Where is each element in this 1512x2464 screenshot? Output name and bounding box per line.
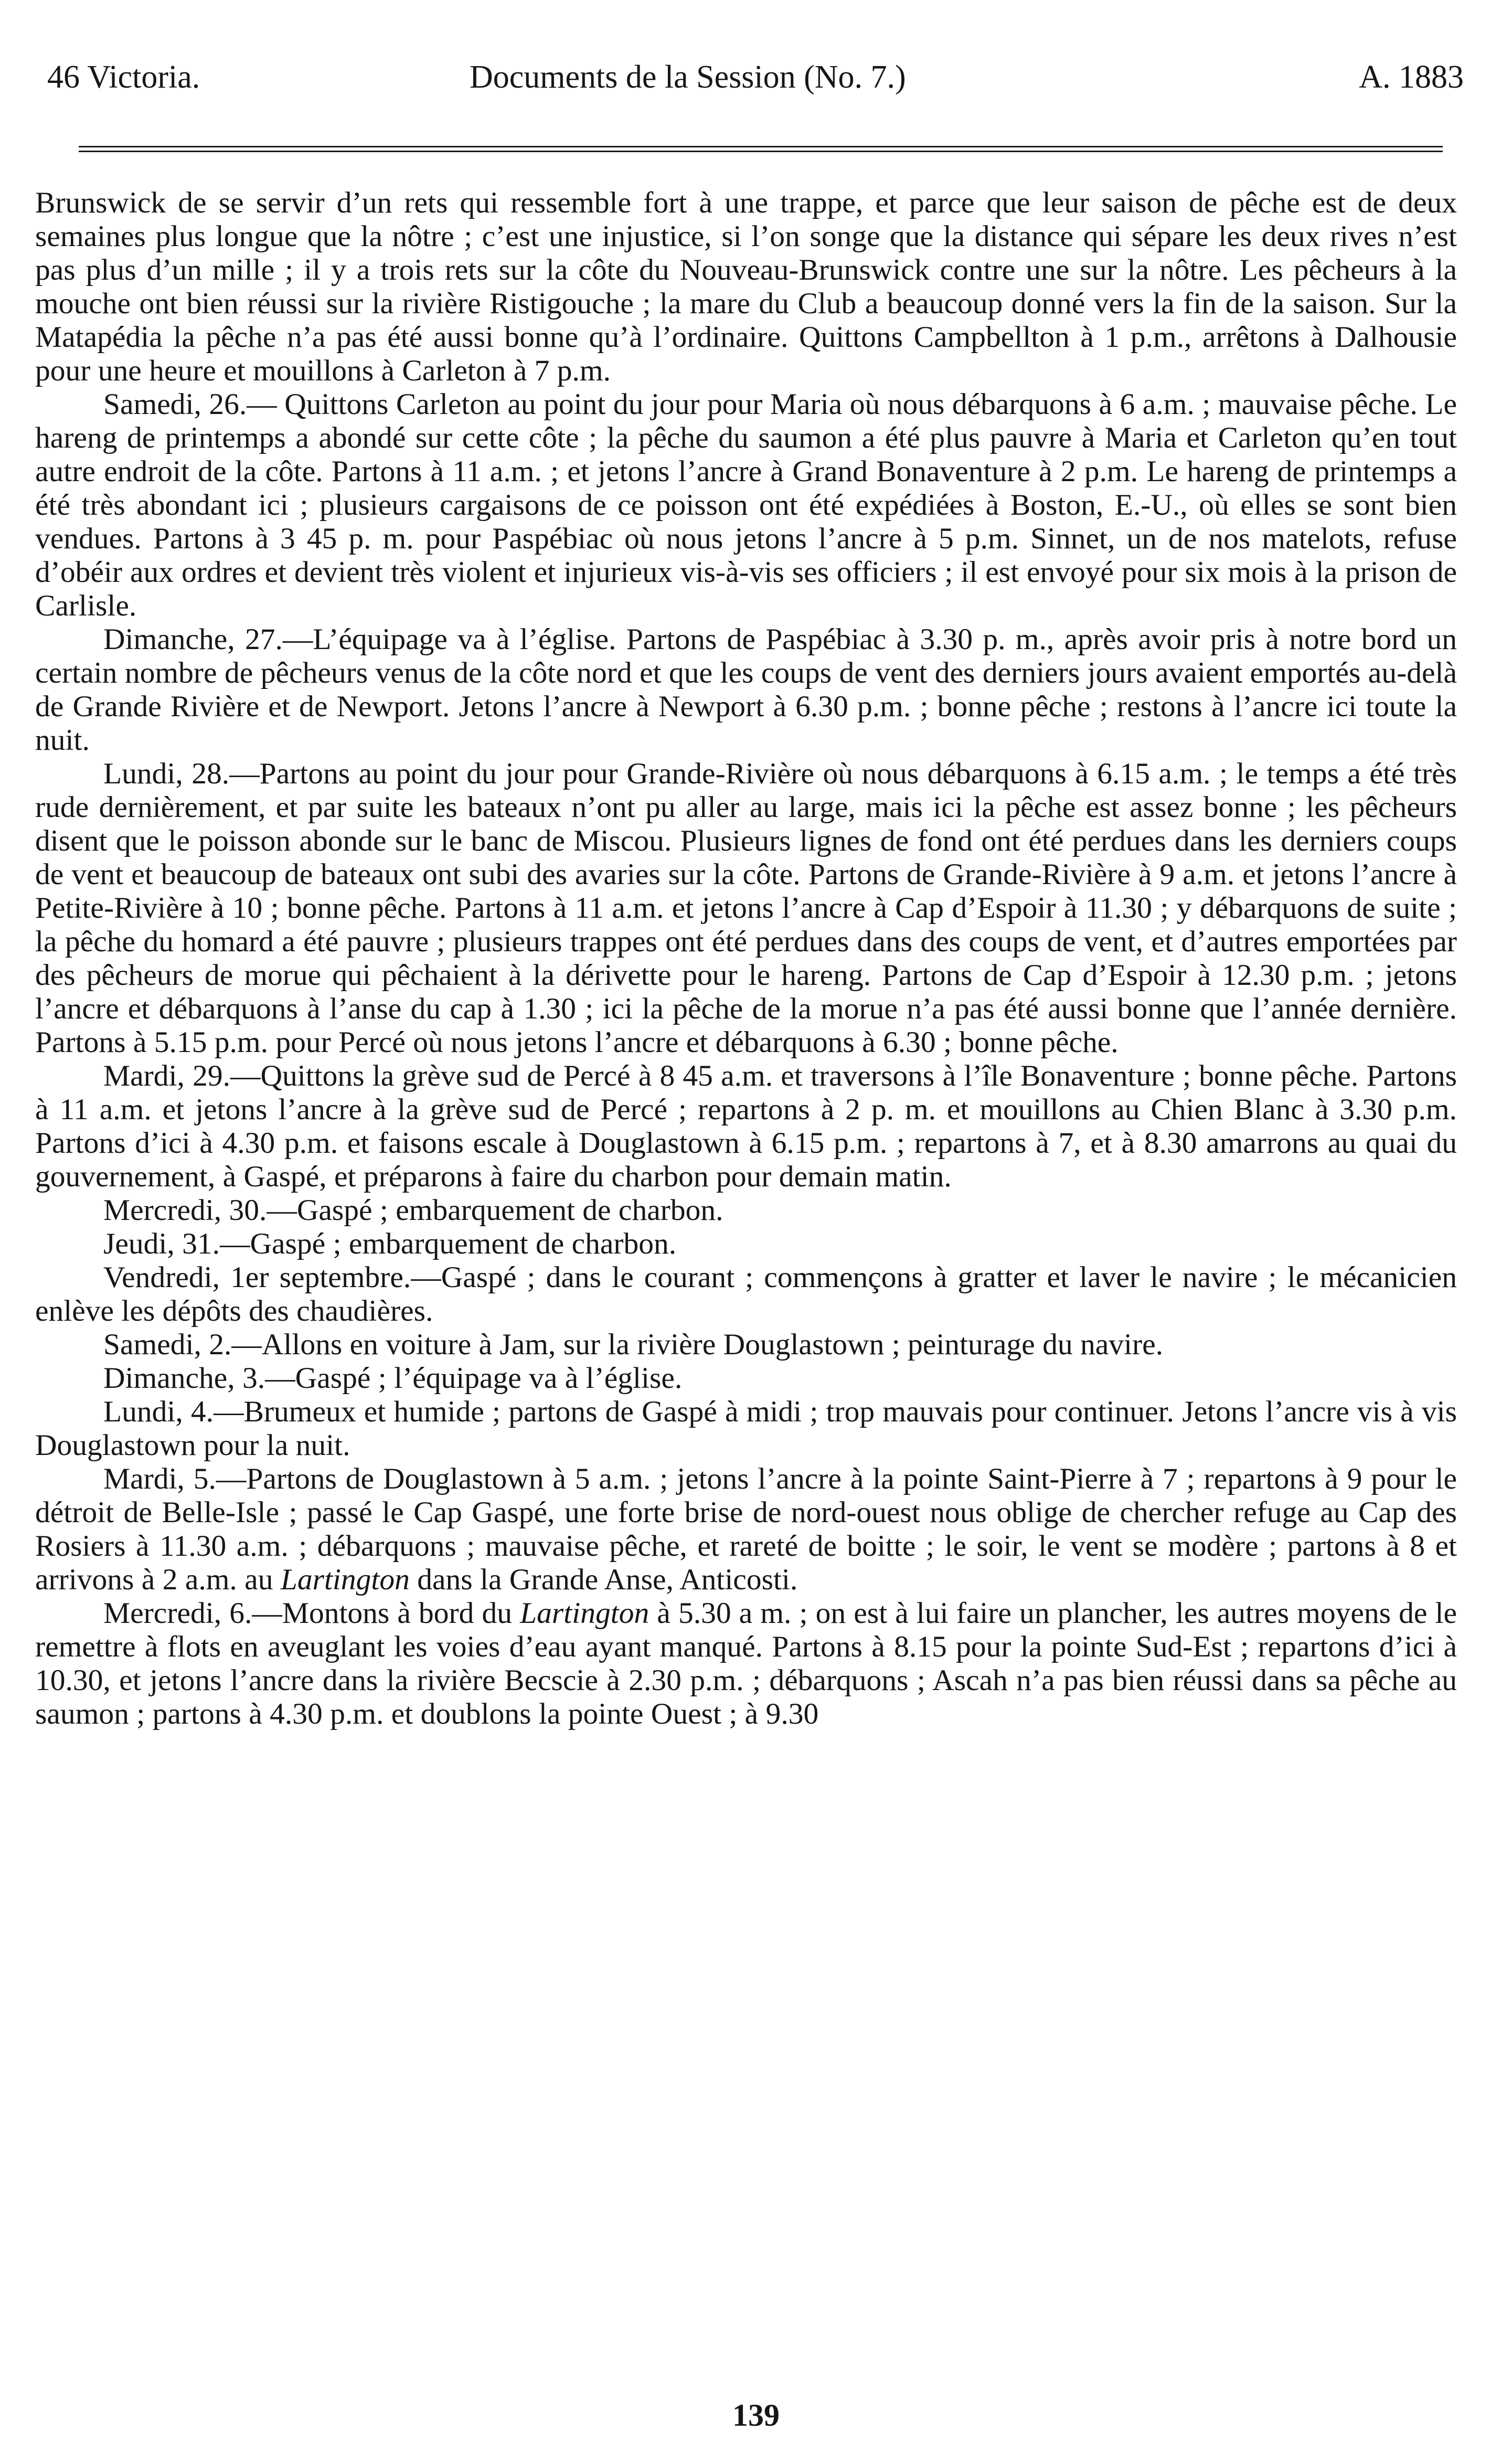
- running-header: [31, 54, 1464, 101]
- paragraph-text: Mardi, 5.—Partons de Douglastown à 5 a.m. ; jetons l’ancre à la pointe Saint-Pierre à 7 ; repartons à 9 pour le détroit de Belle-Isle ; passé le Cap Gaspé, une forte brise de nord-ouest nous oblige de chercher refuge au Cap des Rosiers à 11.30 a.m. ; débarquons ; mauvaise pêche, et rareté de boitte ; le soir, le vent se modère ; partons à 8 et arrivons à 2 a.m. au: [35, 1462, 1457, 1596]
- paragraph: Mardi, 29.—Quittons la grève sud de Percé à 8 45 a.m. et traversons à l’île Bonaventure ; bonne pêche. Partons à 11 a.m. et jetons l’ancre à la grève sud de Percé ; repartons à 2 p. m. et mouillons au Chien Blanc à 3.30 p.m. Partons d’ici à 4.30 p.m. et faisons escale à Douglastown à 6.15 p.m. ; repartons à 7, et à 8.30 amarrons au quai du gouvernement, à Gaspé, et préparons à faire du charbon pour demain matin.: [35, 1059, 1457, 1193]
- paragraph: [35, 1462, 1457, 1597]
- paragraph: Dimanche, 3.—Gaspé ; l’équipage va à l’église.: [103, 1362, 683, 1395]
- paragraph: Samedi, 26.— Quittons Carleton au point du jour pour Maria où nous débarquons à 6 a.m. ; mauvaise pêche. Le hareng de printemps a abondé sur cette côte ; la pêche du saumon a été plus pauvre à Maria et Carleton qu’en tout autre endroit de la côte. Partons à 11 a.m. ; et jetons l’ancre à Grand Bonaventure à 2 p.m. Le hareng de printemps a été très abondant ici ; plusieurs cargaisons de ce poisson ont été expédiées à Boston, E.-U., où elles se sont bien vendues. Partons à 3 45 p. m. pour Paspébiac où nous jetons l’ancre à 5 p.m. Sinnet, un de nos matelots, refuse d’obéir aux ordres et devient très violent et injurieux vis-à-vis ses officiers ; il est envoyé pour six mois à la prison de Carlisle.: [35, 388, 1457, 622]
- page-number: 139: [732, 2398, 780, 2433]
- body-text: [35, 186, 1457, 1731]
- paragraph: Mercredi, 30.—Gaspé ; embarquement de charbon.: [103, 1194, 723, 1227]
- header-rule-bottom: [79, 151, 1443, 152]
- header-rule-top: [79, 146, 1443, 147]
- paragraph: Jeudi, 31.—Gaspé ; embarquement de charbon.: [103, 1227, 677, 1260]
- paragraph-text: Mercredi, 6.—Montons à bord du: [103, 1597, 520, 1630]
- paragraph: Lundi, 4.—Brumeux et humide ; partons de Gaspé à midi ; trop mauvais pour continuer. Jetons l’ancre vis à vis Douglastown pour la nuit.: [35, 1395, 1457, 1462]
- paragraph: Dimanche, 27.—L’équipage va à l’église. Partons de Paspébiac à 3.30 p. m., après avoir pris à notre bord un certain nombre de pêcheurs venus de la côte nord et que les coups de vent des derniers jours avaient emportés au-delà de Grande Rivière et de Newport. Jetons l’ancre à Newport à 6.30 p.m. ; bonne pêche ; restons à l’ancre ici toute la nuit.: [35, 623, 1457, 757]
- header-title: Documents de la Session (No. 7.): [470, 59, 906, 95]
- paragraph: Samedi, 2.—Allons en voiture à Jam, sur la rivière Douglastown ; peinturage du navire.: [103, 1328, 1163, 1361]
- paragraph-text: à 5.30 a m. ; on est à lui faire un plancher, les autres moyens de le remettre à flots en aveuglant les voies d’eau ayant manqué. Partons à 8.15 pour la pointe Sud-Est ; repartons d’ici à 10.30, et jetons l’ancre dans la rivière Becscie à 2.30 p.m. ; débarquons ; Ascah n’a pas bien réussi dans sa pêche au saumon ; partons à 4.30 p.m. et doublons la pointe Ouest ; à 9.30: [35, 1597, 1457, 1730]
- ship-name: Lartington: [280, 1563, 410, 1596]
- header-volume: 46 Victoria.: [47, 59, 200, 95]
- paragraph: [35, 1597, 1457, 1731]
- paragraph: Vendredi, 1er septembre.—Gaspé ; dans le courant ; commençons à gratter et laver le navire ; le mécanicien enlève les dépôts des chaudières.: [35, 1261, 1457, 1327]
- paragraph: Lundi, 28.—Partons au point du jour pour Grande-Rivière où nous débarquons à 6.15 a.m. ; le temps a été très rude dernièrement, et par suite les bateaux n’ont pu aller au large, mais ici la pêche est assez bonne ; les pêcheurs disent que le poisson abonde sur le banc de Miscou. Plusieurs lignes de fond ont été perdues dans les derniers coups de vent et beaucoup de bateaux ont subi des avaries sur la côte. Partons de Grande-Rivière à 9 a.m. et jetons l’ancre à Petite-Rivière à 10 ; bonne pêche. Partons à 11 a.m. et jetons l’ancre à Cap d’Espoir à 11.30 ; y débarquons de suite ; la pêche du homard a été pauvre ; plusieurs trappes ont été perdues dans des coups de vent, et d’autres emportées par des pêcheurs de morue qui pêchaient à la dérivette pour le hareng. Partons de Cap d’Espoir à 12.30 p.m. ; jetons l’ancre et débarquons à l’anse du cap à 1.30 ; ici la pêche de la morue n’a pas été aussi bonne que l’année dernière. Partons à 5.15 p.m. pour Percé où nous jetons l’ancre et débarquons à 6.30 ; bonne pêche.: [35, 757, 1457, 1059]
- paragraph: Brunswick de se servir d’un rets qui ressemble fort à une trappe, et parce que leur saison de pêche est de deux semaines plus longue que la nôtre ; c’est une injustice, si l’on songe que la distance qui sépare les deux rives n’est pas plus d’un mille ; il y a trois rets sur la côte du Nouveau-Brunswick contre une sur la nôtre. Les pêcheurs à la mouche ont bien réussi sur la rivière Ristigouche ; la mare du Club a beaucoup donné vers la fin de la saison. Sur la Matapédia la pêche n’a pas été aussi bonne qu’à l’ordinaire. Quittons Campbellton à 1 p.m., arrêtons à Dalhousie pour une heure et mouillons à Carleton à 7 p.m.: [35, 186, 1457, 387]
- paragraph-text: dans la Grande Anse, Anticosti.: [409, 1563, 798, 1596]
- ship-name: Lartington: [520, 1597, 649, 1630]
- header-year: A. 1883: [1359, 59, 1464, 95]
